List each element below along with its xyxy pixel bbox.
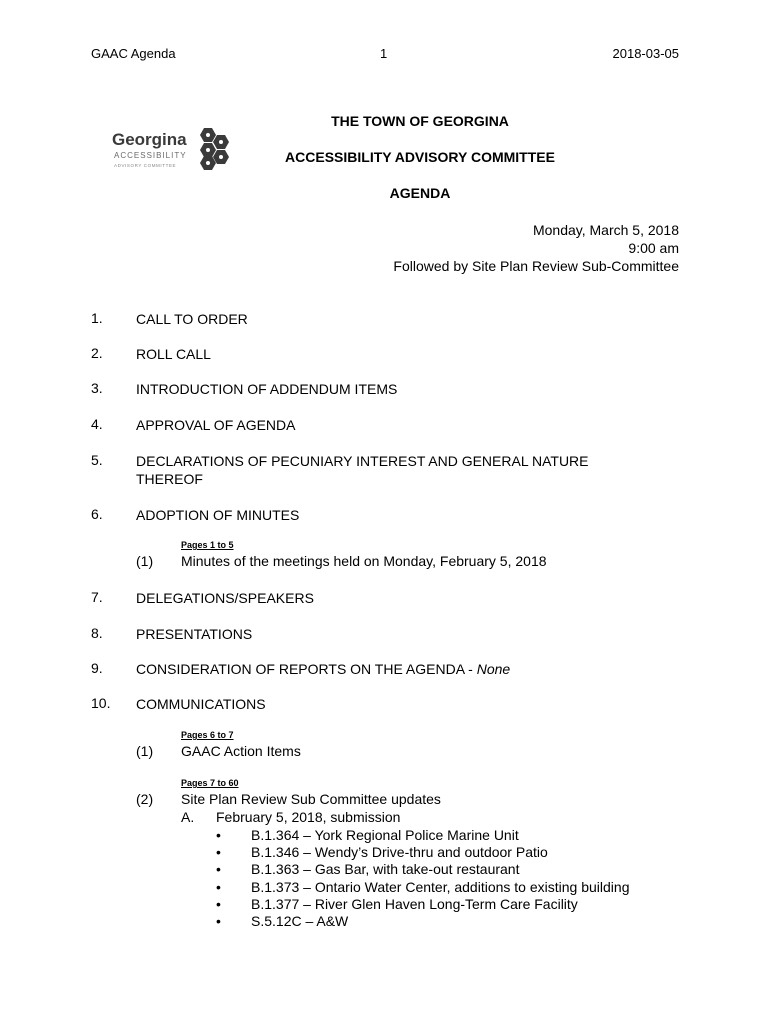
sub-item-number: (1) (136, 743, 154, 759)
town-title: THE TOWN OF GEORGINA (331, 113, 509, 129)
sub-item-number: (1) (136, 553, 154, 569)
item-text: PRESENTATIONS (136, 626, 253, 642)
logo-name: Georgina (112, 130, 187, 149)
bullet-icon: • (216, 861, 221, 877)
item-number: 4. (91, 416, 103, 432)
bullet-item: B.1.346 – Wendy’s Drive-thru and outdoor Patio (251, 844, 548, 860)
bullet-item: B.1.364 – York Regional Police Marine Unit (251, 827, 519, 843)
page-range-link[interactable]: Pages 6 to 7 (181, 730, 234, 740)
meeting-date: Monday, March 5, 2018 (532, 222, 679, 238)
logo-line1: ACCESSIBILITY (114, 151, 187, 160)
item-number: 6. (91, 506, 103, 522)
sub-sub-text: February 5, 2018, submission (216, 809, 401, 825)
bullet-item: B.1.377 – River Glen Haven Long-Term Care Facility (251, 896, 578, 912)
item-number: 3. (91, 380, 103, 396)
bullet-icon: • (216, 913, 221, 929)
bullet-item: B.1.363 – Gas Bar, with take-out restaurant (251, 861, 520, 877)
item-number: 2. (91, 345, 103, 361)
bullet-icon: • (216, 879, 221, 895)
item-text-continued: THEREOF (136, 471, 203, 487)
header-left: GAAC Agenda (91, 46, 176, 61)
meeting-followed: Followed by Site Plan Review Sub-Committee (393, 258, 679, 274)
item-text: ROLL CALL (136, 346, 211, 362)
item-number: 8. (91, 625, 103, 641)
bullet-icon: • (216, 827, 221, 843)
sub-item-text: Site Plan Review Sub Committee updates (181, 791, 441, 807)
item-text: CONSIDERATION OF REPORTS ON THE AGENDA - (136, 661, 477, 677)
item-text: CALL TO ORDER (136, 311, 248, 327)
committee-title: ACCESSIBILITY ADVISORY COMMITTEE (285, 149, 555, 165)
sub-item-text: GAAC Action Items (181, 743, 301, 759)
page-range-link[interactable]: Pages 7 to 60 (181, 778, 239, 788)
item-number: 1. (91, 310, 103, 326)
item-number: 5. (91, 452, 103, 468)
page-range-link[interactable]: Pages 1 to 5 (181, 540, 234, 550)
bullet-item: S.5.12C – A&W (251, 913, 349, 929)
bullet-icon: • (216, 844, 221, 860)
item-text: APPROVAL OF AGENDA (136, 417, 296, 433)
item-text: DECLARATIONS OF PECUNIARY INTEREST AND GENERAL NATURE (136, 453, 589, 469)
item-number: 7. (91, 589, 103, 605)
item-text: ADOPTION OF MINUTES (136, 507, 300, 523)
item-text: DELEGATIONS/SPEAKERS (136, 590, 314, 606)
sub-item-text: Minutes of the meetings held on Monday, February 5, 2018 (181, 553, 547, 569)
sub-item-number: (2) (136, 791, 154, 807)
header-date: 2018-03-05 (612, 46, 679, 61)
item-text-with-emphasis (136, 660, 510, 678)
item-number: 9. (91, 660, 103, 676)
page-number: 1 (380, 46, 388, 61)
item-emphasis: None (476, 661, 511, 677)
sub-sub-label: A. (181, 809, 195, 825)
item-number: 10. (91, 695, 111, 711)
agenda-title: AGENDA (389, 185, 451, 201)
item-text: INTRODUCTION OF ADDENDUM ITEMS (136, 381, 398, 397)
bullet-item: B.1.373 – Ontario Water Center, additions to existing building (251, 879, 630, 895)
bullet-icon: • (216, 896, 221, 912)
logo-line2: ADVISORY COMMITTEE (114, 163, 177, 168)
meeting-time: 9:00 am (628, 240, 679, 256)
item-text: COMMUNICATIONS (136, 696, 266, 712)
